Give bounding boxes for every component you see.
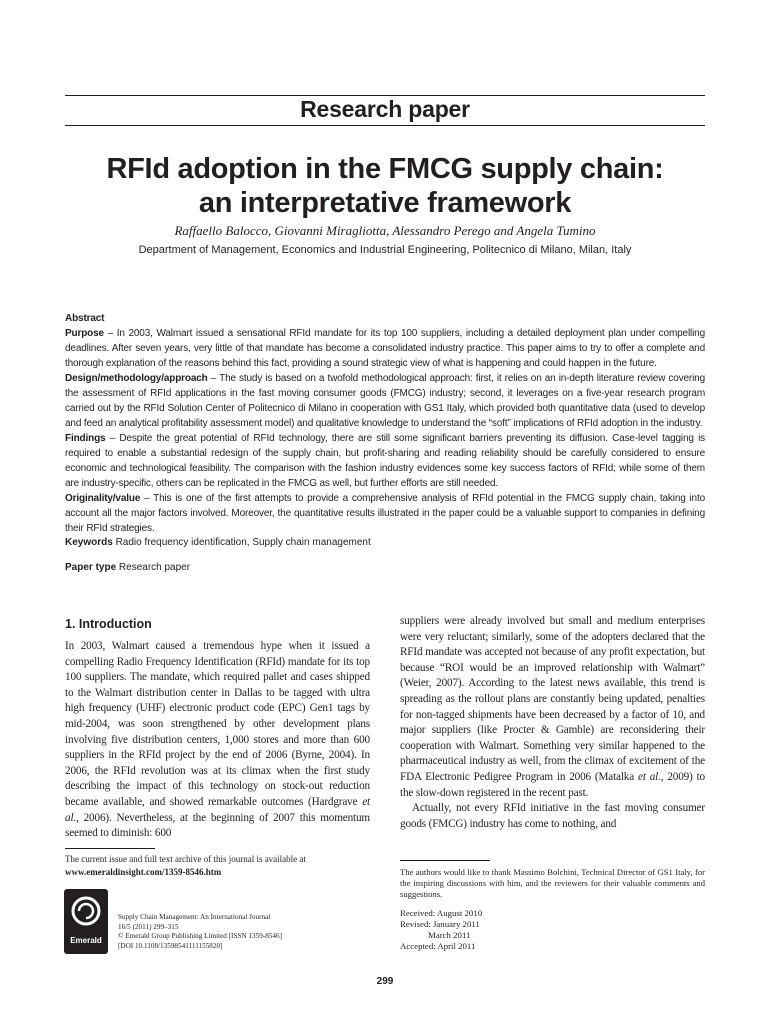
body-column-right bbox=[400, 614, 705, 832]
abstract-originality bbox=[65, 491, 705, 536]
title-line-2: an interpretative framework bbox=[198, 187, 572, 219]
intro-paragraph-1 bbox=[65, 639, 370, 842]
intro-text: , 2009) to the slow-down registered in the recent past. bbox=[400, 770, 705, 799]
paper-type bbox=[65, 562, 705, 573]
journal-doi: [DOI 10.1108/13598541111155820] bbox=[118, 941, 223, 950]
purpose-text: – In 2003, Walmart issued a sensational RFId mandate for its top 100 suppliers, including a detailed deployment plan under compelling deadlines. After seven years, very little of that mandate has become a consolidated industry practice. This paper aims to try to offer a complete and thorough explanation of the reasons behind this fact, providing a sound strategic view of what is happening and could happen in the future. bbox=[65, 328, 705, 369]
keywords-text: Radio frequency identification, Supply chain management bbox=[112, 537, 371, 548]
archive-note bbox=[65, 853, 370, 879]
date-received: Received: August 2010 bbox=[400, 908, 483, 918]
findings-text: – Despite the great potential of RFId technology, there are still some significant barriers preventing its diffusion. Case-level tagging is required to enable a substantial redesign of the supply chain, but profit-sharing and reading reliability should be carefully considered to ensure economic and technological feasibility. The comparison with the fashion industry evidences some key success factors of RFId; while some of them are industry-specific, others can be replicated in the FMCG as well, but further efforts are still needed. bbox=[65, 433, 705, 489]
design-text: – The study is based on a twofold methodological approach: first, it relies on an in-depth literature review covering the assessment of RFId applications in the fast moving consumer goods (FMCG) industry; second, it leverages on a five-year research program carried out by the RFId Solution Center of Politecnico di Milano in cooperation with GS1 Italy, which provided both quantitative data (used to develop and feed an analytical profitability assessment model) and qualitative knowledge to understand the “soft” implications of RFId adoption in the industry. bbox=[65, 373, 705, 429]
intro-text: suppliers were already involved but small and medium enterprises were very reluctant; similarly, some of the adopters declared that the RFId mandate was accepted not because of any profit expectation, but because “ROI would be an improved relationship with Walmart” (Weier, 2007). According to the latest news available, this trend is spreading as the rollout plans are constantly being updated, penalties for non-tagged shipments have been decreased by a factor of 10, and major suppliers (like Procter & Gamble) are reconsidering their cooperation with Walmart. Something very similar happened to the pharmaceutical industry as well, from the climax of excitement of the FDA Electronic Pedigree Program in 2006 (Matalka bbox=[400, 615, 705, 783]
article-dates bbox=[400, 908, 600, 952]
design-label: Design/methodology/approach bbox=[65, 373, 208, 384]
emerald-logo-icon bbox=[64, 889, 108, 933]
abstract-heading: Abstract bbox=[65, 313, 105, 324]
keywords bbox=[65, 537, 705, 548]
body-column-left bbox=[65, 639, 370, 842]
date-revised-2: March 2011 bbox=[428, 930, 471, 940]
page-number: 299 bbox=[376, 976, 394, 987]
section-label: Research paper bbox=[300, 96, 470, 122]
intro-etal: et al. bbox=[638, 770, 661, 783]
affiliation: Department of Management, Economics and Industrial Engineering, Politecnico di Milano, Milan, Italy bbox=[138, 244, 632, 256]
paper-type-label: Paper type bbox=[65, 562, 117, 573]
date-accepted: Accepted: April 2011 bbox=[400, 941, 476, 951]
intro-paragraph-2: Actually, not every RFId initiative in the fast moving consumer goods (FMCG) industry has come to nothing, and bbox=[400, 802, 705, 830]
author-list: Raffaello Balocco, Giovanni Miragliotta, Alessandro Perego and Angela Tumino bbox=[174, 223, 596, 238]
keywords-label: Keywords bbox=[65, 537, 113, 548]
footnote-rule-right bbox=[400, 860, 490, 861]
paper-title bbox=[65, 152, 705, 220]
archive-note-text: The current issue and full text archive of this journal is available at bbox=[65, 854, 306, 864]
purpose-label: Purpose bbox=[65, 328, 104, 339]
emerald-logo-text: Emerald bbox=[70, 936, 102, 945]
header-rule-bottom bbox=[65, 125, 705, 126]
journal-copyright: © Emerald Group Publishing Limited [ISSN 1359-8546] bbox=[118, 932, 282, 940]
date-revised: Revised: January 2011 bbox=[400, 919, 480, 929]
title-line-1: RFId adoption in the FMCG supply chain: bbox=[106, 153, 664, 185]
findings-label: Findings bbox=[65, 433, 106, 444]
footnote-rule-left bbox=[65, 848, 155, 849]
abstract-findings bbox=[65, 431, 705, 491]
acknowledgement: The authors would like to thank Massimo Bolchini, Technical Director of GS1 Italy, for the inspiring discussions with him, and the reviewers for their valuable comments and suggestions. bbox=[400, 867, 705, 899]
intro-text: In 2003, Walmart caused a tremendous hype when it issued a compelling Radio Frequency Identification (RFId) mandate for its top 100 suppliers. The mandate, which required pallet and cases shipped to the Walmart distribution center in Dallas to be tagged with ultra high frequency (UHF) electronic product code (EPC) Gen1 tags by mid-2004, was soon strengthened by other development plans involving five distribution centers, 1,000 stores and more than 600 suppliers in the RFId project by the end of 2006 (Byrne, 2004). In 2006, the RFId revolution was at its climax when the first study describing the impact of this technology on stock-out reduction became available, and showed remarkable outcomes (Hardgrave bbox=[65, 640, 370, 808]
abstract-design bbox=[65, 371, 705, 431]
journal-volume: 16/5 (2011) 299–315 bbox=[118, 922, 179, 931]
journal-url-link[interactable]: www.emeraldinsight.com/1359-8546.htm bbox=[65, 867, 222, 877]
intro-etal: et al. bbox=[65, 795, 370, 824]
abstract bbox=[65, 311, 705, 536]
abstract-purpose bbox=[65, 326, 705, 371]
journal-name: Supply Chain Management: An International Journal bbox=[118, 913, 271, 921]
intro-paragraph-1-cont bbox=[400, 614, 705, 801]
paper-type-text: Research paper bbox=[116, 562, 191, 573]
originality-text: – This is one of the first attempts to provide a comprehensive analysis of RFId potential in the FMCG supply chain, taking into account all the major factors involved. Moreover, the quantitative results illustrated in the paper could be a valuable support to companies in defining their RFId strategies. bbox=[65, 493, 705, 534]
journal-info bbox=[118, 913, 368, 951]
section-heading-introduction: 1. Introduction bbox=[65, 617, 152, 631]
intro-text: , 2006). Nevertheless, at the beginning of 2007 this momentum seemed to diminish: 600 bbox=[65, 811, 370, 840]
originality-label: Originality/value bbox=[65, 493, 141, 504]
